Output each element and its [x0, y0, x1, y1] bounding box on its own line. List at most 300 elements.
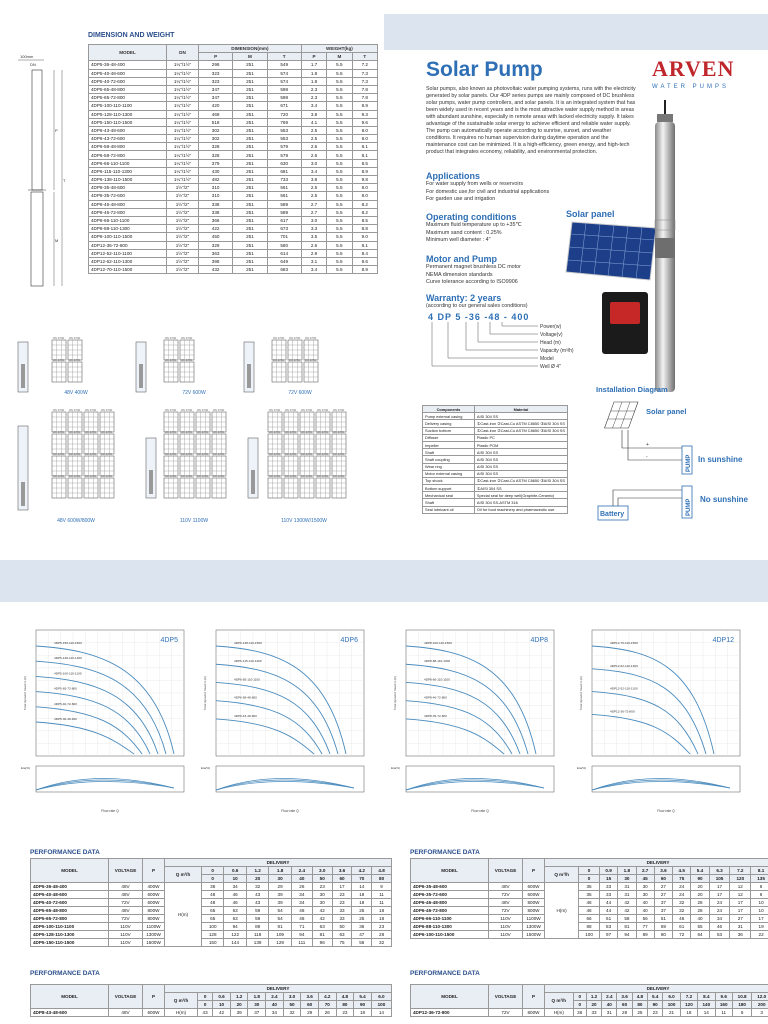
perf-cell: 800W	[143, 915, 165, 923]
perf-cell: 14	[371, 1009, 391, 1017]
dimension-cell: 4DP12-52-110-1100	[89, 249, 167, 257]
perf-cell: 29	[301, 1009, 319, 1017]
mini-solar-panel	[284, 475, 298, 498]
perf-cell: 17	[730, 899, 751, 907]
perf-m3h: 0.9	[599, 867, 617, 875]
perf-cell: 72V	[489, 907, 523, 915]
perf-lmin: 10	[213, 1001, 231, 1009]
dimension-cell: 347	[199, 94, 233, 102]
dimension-row	[89, 102, 378, 110]
curve-label: 4DP8-100-110-1500	[424, 641, 452, 645]
drawing-top-label: 100mm	[20, 54, 34, 59]
dimension-cell: 720	[267, 110, 301, 118]
drawing-dn-label: DN	[30, 62, 36, 67]
perf-cell: 32	[673, 899, 691, 907]
solar-panel-label: Solar panel	[566, 209, 615, 219]
dimension-cell: 251	[233, 110, 267, 118]
perf-cell: 48	[291, 915, 312, 923]
perf-cell: 12	[730, 891, 751, 899]
materials-cell: Shaft coupling	[423, 456, 475, 463]
perf-cell: 35	[579, 891, 600, 899]
perf-m3h: 2.7	[636, 867, 654, 875]
controller-display	[610, 302, 640, 324]
dimension-cell: 4DP5-65-48-800	[89, 85, 167, 93]
panel-rating: 36V 370W	[317, 409, 329, 412]
perf-cell: 48V	[489, 899, 523, 907]
materials-row	[423, 434, 568, 441]
dimension-row	[89, 200, 378, 208]
panel-rating: 36V 370W	[101, 409, 113, 412]
m3h-unit: m³/h	[556, 998, 567, 1003]
materials-cell: Motor external casing	[423, 470, 475, 477]
perf-cell: 110V	[109, 923, 143, 931]
svg-text:+: +	[646, 442, 649, 448]
panel-rating: 36V 370W	[273, 337, 285, 340]
perf-m3h: 1.2	[246, 867, 268, 875]
perf-cell: 6	[751, 891, 768, 899]
perf-cell: 800W	[523, 899, 545, 907]
perf-cell: 37	[248, 1009, 266, 1017]
mini-solar-panel	[300, 431, 314, 454]
dimension-cell: 1½"/2"	[167, 249, 199, 257]
dimension-cell: 366	[199, 216, 233, 224]
perf-cell: 71	[291, 923, 312, 931]
perf-lmin: 135	[751, 875, 768, 883]
dimension-cell: 251	[233, 77, 267, 85]
mini-solar-panel	[284, 453, 298, 476]
drawing-m-label: M	[55, 238, 59, 243]
perf-m3h: 1.2	[230, 993, 248, 1001]
dimension-cell: 4DP6-58-48-800	[89, 143, 167, 151]
perf-cell: 4DP12-36-72-800	[411, 1009, 489, 1017]
mini-solar-panel	[68, 453, 82, 476]
perf-cell: 12	[730, 883, 751, 891]
panel-rating: 36V 370W	[269, 409, 281, 412]
perf-cell: 25	[352, 915, 372, 923]
perf-row	[411, 915, 768, 923]
perf-cell: 32	[283, 1009, 301, 1017]
eta-label: Eta(%)	[21, 766, 31, 770]
panel-rating: 36V 370W	[301, 475, 313, 478]
perf3-title: PERFORMANCE DATA	[30, 970, 100, 977]
perf-cell: 72V	[489, 891, 523, 899]
dimension-cell: 518	[199, 118, 233, 126]
perf-cell: 89	[636, 931, 654, 939]
perf-lmin: 15	[599, 875, 617, 883]
dimension-cell: 310	[199, 184, 233, 192]
dimension-cell: 580	[267, 241, 301, 249]
perf-cell: 77	[636, 923, 654, 931]
perf-cell: 31	[618, 883, 636, 891]
dimension-cell: 469	[199, 110, 233, 118]
dimension-cell: 7.2	[352, 61, 377, 69]
q-symbol: Q	[554, 872, 558, 877]
panel-rating: 36V 370W	[305, 359, 317, 362]
mini-solar-panel	[180, 409, 194, 432]
perf-cell: 63	[224, 907, 246, 915]
perf-cell: 27	[730, 915, 751, 923]
perf-cell: 43	[197, 1009, 212, 1017]
dimension-cell: 7.3	[352, 77, 377, 85]
dimension-row	[89, 192, 378, 200]
perf-cell: 9	[372, 883, 392, 891]
dimension-cell: 4DP8-100-110-1500	[89, 233, 167, 241]
dimension-cell: 7.8	[352, 94, 377, 102]
perf-col-voltage: VOLTAGE	[489, 859, 523, 883]
system-pump-well	[18, 342, 28, 392]
mini-solar-panel	[180, 431, 194, 454]
dimension-cell: 5.5	[327, 192, 352, 200]
col-dimension: DIMENSION(mm)	[199, 45, 302, 53]
dimension-cell: 251	[233, 184, 267, 192]
materials-cell: Shaft	[423, 449, 475, 456]
mini-solar-panel	[84, 453, 98, 476]
perf-cell: 48	[291, 907, 312, 915]
panel-rating: 36V 370W	[213, 453, 225, 456]
dimension-row	[89, 216, 378, 224]
perf-cell: 10	[751, 907, 768, 915]
panel-rating: 36V 370W	[305, 337, 317, 340]
dimension-cell: 3.5	[301, 233, 326, 241]
perf-m3h: 8.1	[751, 867, 768, 875]
dimension-cell: 9.3	[352, 110, 377, 118]
perf-lmin: 0	[579, 875, 600, 883]
perf-m3h: 3.6	[654, 867, 672, 875]
mini-solar-panel	[180, 475, 194, 498]
perf-cell: 89	[246, 923, 268, 931]
dimension-cell: 3.4	[301, 167, 326, 175]
panel-rating: 36V 370W	[269, 475, 281, 478]
materials-row	[423, 470, 568, 477]
perf-cell: 72V	[489, 1009, 523, 1017]
dimension-cell: 9.6	[352, 118, 377, 126]
perf-cell: 46	[673, 915, 691, 923]
perf-cell: 97	[599, 931, 617, 939]
perf-header-row	[411, 859, 768, 867]
panel-rating: 36V 370W	[53, 409, 65, 412]
mini-solar-panel	[68, 475, 82, 498]
mini-solar-panel	[52, 453, 66, 476]
warranty-section	[426, 293, 626, 311]
perf-cell: 110V	[489, 931, 523, 939]
perf-cell: 17	[709, 883, 730, 891]
materials-cell: Seal lubricant oil	[423, 506, 475, 513]
dimension-cell: 4DP5-100-110-1100	[89, 102, 167, 110]
perf-cell: 58	[618, 915, 636, 923]
panel-rating: 36V 370W	[165, 359, 177, 362]
perf-m3h: 4.8	[372, 867, 392, 875]
dimension-cell: 2.5	[301, 135, 326, 143]
materials-cell: AISI 304 SS-ASTM 316	[474, 499, 567, 506]
warranty-title: Warranty: 2 years	[426, 293, 502, 303]
mini-solar-panel	[284, 409, 298, 432]
system-label: 110V 1300W/1500W	[281, 518, 327, 524]
perf-cell: 56	[636, 915, 654, 923]
dimension-row	[89, 110, 378, 118]
perf-cell: 46	[224, 899, 246, 907]
dimension-cell: 561	[267, 192, 301, 200]
materials-cell: Plastic POM	[474, 441, 567, 448]
dimension-cell: 251	[233, 208, 267, 216]
mini-solar-panel	[212, 453, 226, 476]
dimension-cell: 430	[199, 167, 233, 175]
perf-cell: 14	[352, 883, 372, 891]
materials-cell: Oil for food machinery and pharmaceutic use.	[474, 506, 567, 513]
dimension-cell: 4DP12-70-110-1500	[89, 266, 167, 274]
perf-lmin: 40	[291, 875, 312, 883]
perf-row	[31, 915, 392, 923]
perf-cell: 109	[269, 931, 291, 939]
perf-cell: 1500W	[523, 931, 545, 939]
drawing-t-label: T	[63, 178, 66, 183]
materials-row	[423, 485, 568, 492]
dimension-cell: 302	[199, 135, 233, 143]
mini-solar-panel	[196, 409, 210, 432]
motor-title: Motor and Pump	[426, 254, 497, 264]
perf1-table	[30, 858, 392, 947]
dimension-cell: 251	[233, 143, 267, 151]
dimension-title: DIMENSION AND WEIGHT	[88, 32, 175, 39]
perf-cell: 56	[352, 939, 372, 947]
dimension-cell: 2.3	[301, 85, 326, 93]
mini-solar-panel	[304, 337, 318, 360]
perf-col-voltage: VOLTAGE	[109, 859, 143, 883]
dimension-cell: 2.5	[301, 126, 326, 134]
q-symbol: Q	[175, 872, 180, 877]
mini-solar-panel	[268, 475, 282, 498]
perf-m3h: 7.2	[730, 867, 751, 875]
dimension-cell: 8.0	[352, 184, 377, 192]
mini-solar-panel	[268, 453, 282, 476]
perf-m3h: 0	[201, 867, 223, 875]
perf-cell: 110V	[489, 923, 523, 931]
perf-cell: 53	[709, 931, 730, 939]
dimension-cell: 1½"/2"	[167, 266, 199, 274]
perf-col-model: MODEL	[411, 859, 489, 883]
materials-cell: AISI 304 SS	[474, 456, 567, 463]
materials-cell: AISI 304 SS	[474, 413, 567, 420]
perf-lmin: 90	[691, 875, 709, 883]
dimension-cell: 1¼"/1½"	[167, 102, 199, 110]
perf-cell: 42	[213, 1009, 231, 1017]
panel-rating: 36V 370W	[197, 453, 209, 456]
dimension-cell: 1¼"/1½"	[167, 167, 199, 175]
perf-cell: 69	[654, 923, 672, 931]
curve-label: 4DP12-36-72-800	[610, 709, 635, 714]
perf-lmin: 180	[732, 1001, 751, 1009]
system-pump-well	[244, 342, 254, 392]
perf-cell: 4DP5-100-110-1100	[31, 923, 109, 931]
panel-rating: 36V 370W	[273, 359, 285, 362]
mini-solar-panel	[316, 453, 330, 476]
mini-solar-panel	[300, 409, 314, 432]
perf-cell: 26	[318, 1009, 336, 1017]
materials-cell: Diffuser	[423, 434, 475, 441]
dimension-cell: 5.5	[327, 225, 352, 233]
perf-cell: 59	[246, 915, 268, 923]
materials-row	[423, 413, 568, 420]
panel-rating: 36V 370W	[85, 431, 97, 434]
dimension-cell: 4.1	[301, 118, 326, 126]
brand-name: ARVEN	[652, 56, 735, 81]
dimension-row	[89, 241, 378, 249]
perf-cell: 39	[230, 1009, 248, 1017]
perf-cell: 122	[224, 931, 246, 939]
perf-lmin: 20	[586, 1001, 601, 1009]
model-code-legend-lines	[428, 322, 588, 384]
installation-title: Installation Diagram	[596, 385, 668, 394]
perf-cell: 23	[312, 883, 332, 891]
chart-ylabel: Total dynamic head H (m)	[23, 675, 27, 711]
panel-rating: 36V 370W	[317, 475, 329, 478]
perf-m3h: 4.8	[632, 993, 647, 1001]
perf-cell: 31	[730, 923, 751, 931]
dimension-cell: 5.5	[327, 184, 352, 192]
applications-item: For water supply from wells or reservoirs	[426, 181, 524, 187]
applications-section	[426, 171, 626, 204]
perf-cell: 128	[201, 931, 223, 939]
perf-m3h: 6.0	[663, 993, 680, 1001]
dimension-cell: 4DP5-40-48-600	[89, 69, 167, 77]
perf-row	[411, 907, 768, 915]
panel-rating: 36V 370W	[101, 431, 113, 434]
perf-cell: 46	[579, 899, 600, 907]
perf-cell: 46	[224, 891, 246, 899]
dimension-cell: 450	[199, 233, 233, 241]
perf-h-label: H(m)	[545, 1009, 574, 1017]
dimension-cell: 3.1	[301, 257, 326, 265]
perf-cell: 39	[269, 891, 291, 899]
dimension-cell: 338	[199, 200, 233, 208]
warranty-note: (according to our general sales conditions)	[426, 303, 528, 309]
perf-cell: 40	[691, 915, 709, 923]
dimension-cell: 1.8	[301, 77, 326, 85]
perf-cell: 24	[709, 907, 730, 915]
dimension-cell: 8.0	[352, 126, 377, 134]
perf-cell: 6	[732, 1009, 751, 1017]
dimension-cell: 420	[199, 102, 233, 110]
perf-cell: 1100W	[523, 915, 545, 923]
dimension-cell: 251	[233, 241, 267, 249]
perf-cell: 1300W	[523, 923, 545, 931]
chart-4DP12	[576, 616, 758, 831]
dimension-cell: 8.1	[352, 241, 377, 249]
panel-rating: 36V 370W	[101, 475, 113, 478]
dimension-row	[89, 159, 378, 167]
materials-row	[423, 441, 568, 448]
dimension-cell: 1¼"/1½"	[167, 69, 199, 77]
panel-rating: 36V 370W	[165, 475, 177, 478]
dimension-cell: 338	[199, 208, 233, 216]
mini-solar-panel	[164, 453, 178, 476]
dimension-cell: 1.8	[301, 69, 326, 77]
panel-rating: 36V 370W	[181, 359, 193, 362]
mini-solar-panel	[288, 337, 302, 360]
perf-cell: 63	[224, 915, 246, 923]
perf-lmin: 50	[283, 1001, 301, 1009]
dimension-cell: 251	[233, 192, 267, 200]
perf2-table	[410, 858, 768, 939]
panel-rating: 36V 370W	[317, 453, 329, 456]
perf-row	[31, 883, 392, 891]
panel-rating: 36V 370W	[285, 475, 297, 478]
materials-cell: Delivery casing	[423, 420, 475, 427]
legend-voltage: Voltage(v)	[540, 332, 563, 338]
dimension-cell: 5.5	[327, 126, 352, 134]
mini-solar-panel	[52, 359, 66, 382]
perf-lmin: 80	[336, 1001, 354, 1009]
product-intro: Solar pumps, also known as photovoltaic water pumping systems, runs with the electricity generated by solar panels. Our 4DP series pumps are mainly composed of DC brushless solar pumps, water pump controllers, and solar panels. It is an integrated system that has been widely used in recent years and is the most attractive water supply method in areas with abundant sunshine, especially in remote areas with lacked electricity supply. It takes advantage of the sustainable solar energy to achieve efficient and reliable water supply. The pump can automatically operate according to sunrise, sunset, and weather conditions. It requires no human supervision during daytime operation and the maintenance cost can be minimized. It is a high-efficiency, green energy, and high-tech product that integrates economy, reliability, and environmental protection.	[426, 86, 636, 155]
mini-solar-panel	[52, 409, 66, 432]
panel-rating: 36V 370W	[69, 337, 81, 340]
perf-cell: 600W	[143, 1009, 165, 1017]
dimension-cell: 1¼"/1½"	[167, 61, 199, 69]
panel-rating: 36V 370W	[53, 337, 65, 340]
dimension-cell: 8.9	[352, 167, 377, 175]
mini-solar-panel	[268, 409, 282, 432]
perf-col-delivery: DELIVERY	[545, 859, 768, 867]
dimension-cell: 8.5	[352, 159, 377, 167]
dimension-cell: 579	[267, 143, 301, 151]
perf-m3h: 1.2	[586, 993, 601, 1001]
perf-cell: 4DP5-65-48-800	[31, 907, 109, 915]
perf-m3h: 4.2	[318, 993, 336, 1001]
dimension-cell: 482	[199, 176, 233, 184]
dimension-cell: 4DP6-138-110-1500	[89, 176, 167, 184]
perf-lmin: 60	[332, 875, 352, 883]
materials-cell: AISI 304 SS	[474, 463, 567, 470]
materials-row	[423, 449, 568, 456]
applications-item: For garden use and irrigation	[426, 196, 496, 203]
panel-rating: 36V 370W	[333, 431, 345, 434]
dimension-cell: 5.5	[327, 249, 352, 257]
dimension-cell: 251	[233, 167, 267, 175]
mini-solar-panel	[212, 431, 226, 454]
dimension-cell: 553	[267, 135, 301, 143]
dimension-cell: 5.5	[327, 200, 352, 208]
chart-ylabel: Total dynamic head H (m)	[393, 675, 397, 711]
panel-rating: 36V 370W	[69, 453, 81, 456]
panel-rating: 36V 370W	[165, 337, 177, 340]
mini-solar-panel	[272, 359, 286, 382]
flow-label: Flow rate Q	[657, 809, 675, 813]
perf-m3h: 10.8	[732, 993, 751, 1001]
mini-solar-panel	[212, 475, 226, 498]
perf-m3h: 4.5	[673, 867, 691, 875]
dimension-cell: 683	[267, 266, 301, 274]
materials-cell: Pump external casing	[423, 413, 475, 420]
panel-rating: 36V 370W	[85, 409, 97, 412]
dimension-cell: 579	[267, 151, 301, 159]
dimension-cell: 4DP6-66-110-1100	[89, 159, 167, 167]
perf-cell: 100	[579, 931, 600, 939]
perf-col-p: P	[523, 859, 545, 883]
dimension-cell: 589	[267, 208, 301, 216]
mini-solar-panel	[100, 431, 114, 454]
perf4-title: PERFORMANCE DATA	[410, 970, 480, 977]
system-pump-well	[146, 438, 156, 498]
curve-label: 4DP12-52-110-1100	[610, 686, 638, 691]
perf-cell: 54	[269, 915, 291, 923]
panel-rating: 36V 370W	[213, 409, 225, 412]
col-m: M	[233, 53, 267, 61]
panel-rating: 36V 370W	[69, 359, 81, 362]
perf-cell: 50	[332, 923, 352, 931]
panel-rating: 36V 370W	[301, 431, 313, 434]
perf-cell: 32	[246, 883, 268, 891]
dimension-cell: 1¼"/1½"	[167, 135, 199, 143]
perf-row	[31, 907, 392, 915]
